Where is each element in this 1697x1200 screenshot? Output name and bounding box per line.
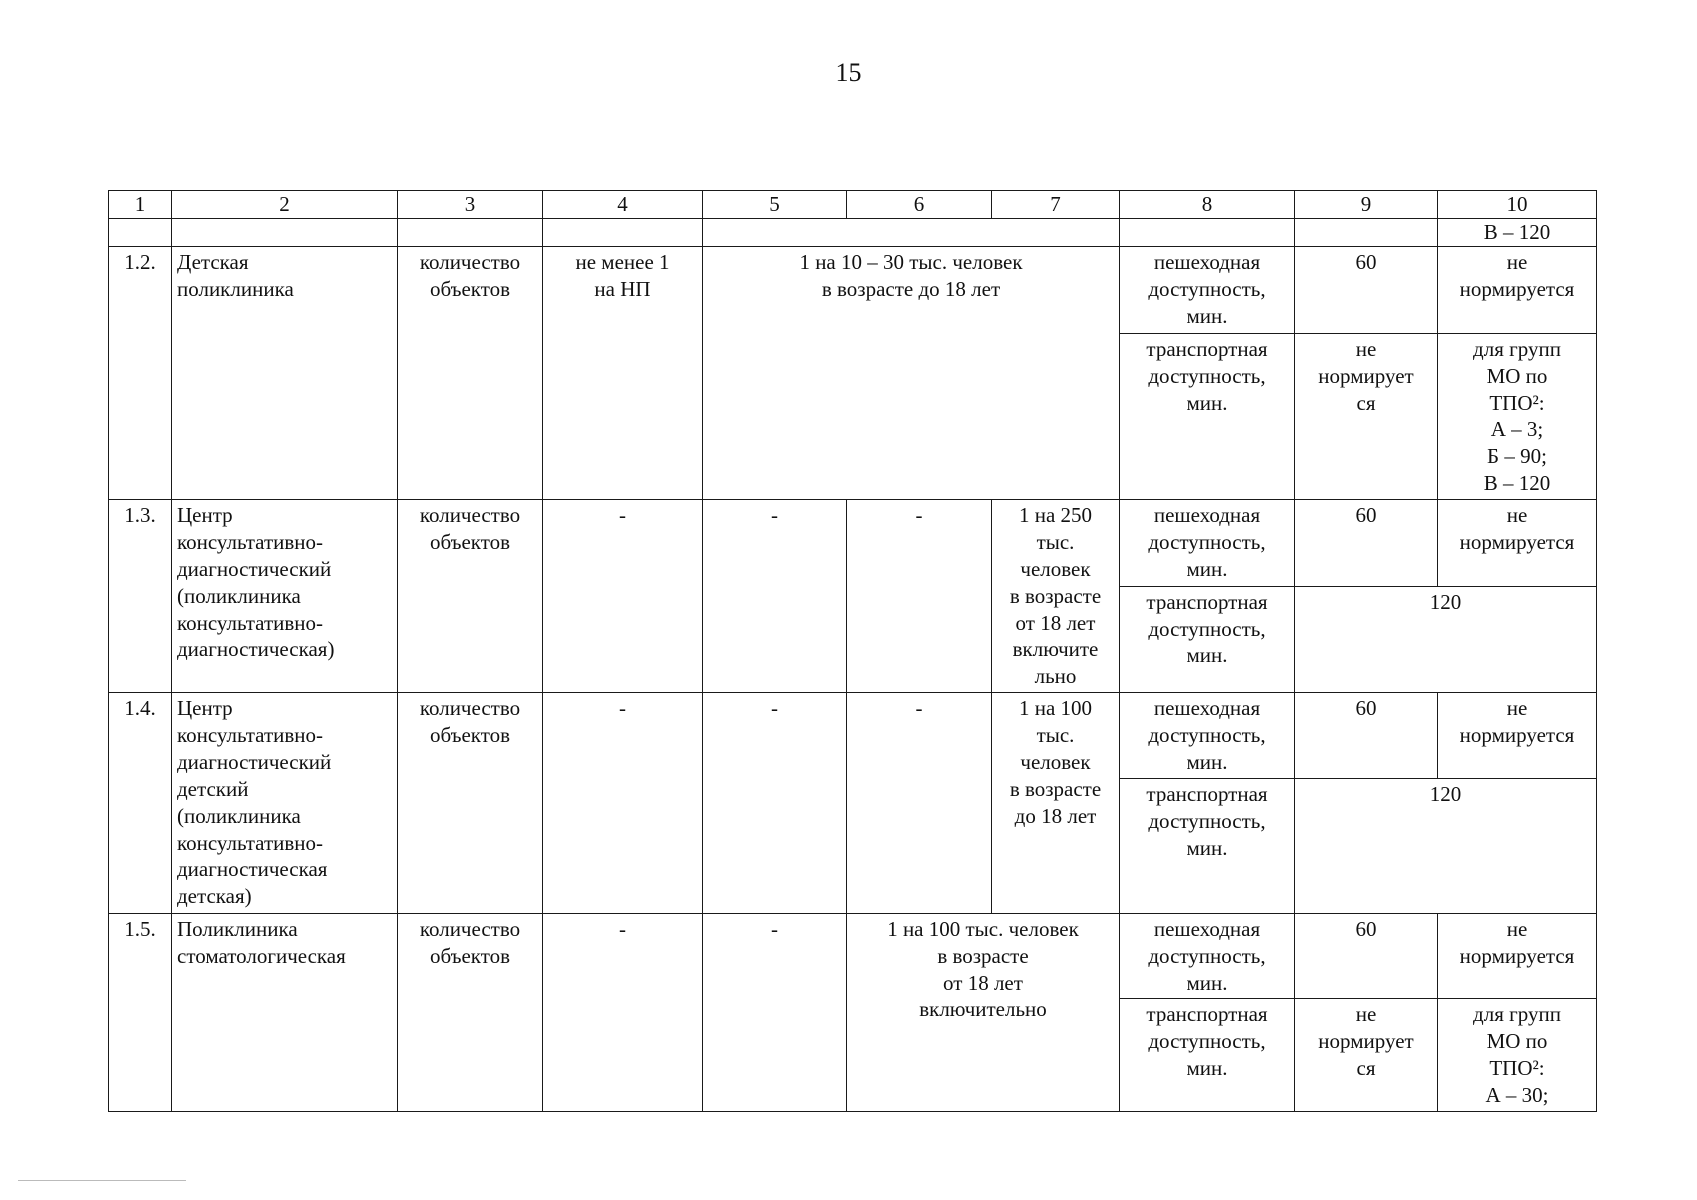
col5-cell: - <box>703 500 847 693</box>
walk-access-label: пешеходная доступность, мин. <box>1120 693 1295 779</box>
transport-access-label: транспортная доступность, мин. <box>1120 778 1295 913</box>
walk-access-value: 60 <box>1295 246 1438 333</box>
walk-access-value: 60 <box>1295 500 1438 587</box>
walk-access-value: 60 <box>1295 693 1438 779</box>
facility-name: Поликлиника стоматологическая <box>172 913 398 1111</box>
merged-norm-cell: 1 на 10 – 30 тыс. человек в возрасте до 18 лет <box>703 246 1120 499</box>
column-number: 2 <box>172 191 398 219</box>
column-number: 7 <box>992 191 1120 219</box>
carry-over-value: В – 120 <box>1438 218 1597 246</box>
table-row <box>109 693 1597 779</box>
unit-cell: количество объектов <box>398 913 543 1111</box>
facility-name: Детская поликлиника <box>172 246 398 499</box>
table-row <box>109 500 1597 587</box>
unit-cell: количество объектов <box>398 693 543 914</box>
row-number: 1.5. <box>109 913 172 1111</box>
transport-access-note: для групп МО по ТПО²: А – 30; <box>1438 999 1597 1112</box>
row-number: 1.2. <box>109 246 172 499</box>
table-row <box>109 913 1597 999</box>
walk-access-note: не нормируется <box>1438 500 1597 587</box>
walk-access-note: не нормируется <box>1438 913 1597 999</box>
facility-name: Центр консультативно- диагностический (поликлиника консультативно- диагностическая) <box>172 500 398 693</box>
col4-cell: - <box>543 500 703 693</box>
column-number-row <box>109 191 1597 219</box>
unit-cell: количество объектов <box>398 246 543 499</box>
walk-access-label: пешеходная доступность, мин. <box>1120 500 1295 587</box>
walk-access-label: пешеходная доступность, мин. <box>1120 913 1295 999</box>
transport-access-label: транспортная доступность, мин. <box>1120 999 1295 1112</box>
transport-access-value: 120 <box>1295 586 1597 692</box>
col5-cell: - <box>703 913 847 1111</box>
row-number: 1.4. <box>109 693 172 914</box>
carry-over-row <box>109 218 1597 246</box>
transport-access-label: транспортная доступность, мин. <box>1120 333 1295 499</box>
column-number: 3 <box>398 191 543 219</box>
col5-cell: - <box>703 693 847 914</box>
walk-access-note: не нормируется <box>1438 693 1597 779</box>
column-number: 5 <box>703 191 847 219</box>
col7-cell: 1 на 100 тыс. человек в возрасте до 18 лет <box>992 693 1120 914</box>
norms-table <box>108 190 1597 1112</box>
column-number: 9 <box>1295 191 1438 219</box>
col4-cell: - <box>543 693 703 914</box>
col6-cell: - <box>847 500 992 693</box>
transport-access-value: не нормирует ся <box>1295 333 1438 499</box>
column-number: 8 <box>1120 191 1295 219</box>
transport-access-note: для групп МО по ТПО²: А – 3; Б – 90; В – 120 <box>1438 333 1597 499</box>
walk-access-label: пешеходная доступность, мин. <box>1120 246 1295 333</box>
facility-name: Центр консультативно- диагностический детский (поликлиника консультативно- диагностическая детская) <box>172 693 398 914</box>
column-number: 6 <box>847 191 992 219</box>
merged-norm-cell: 1 на 100 тыс. человек в возрасте от 18 лет включительно <box>847 913 1120 1111</box>
col7-cell: 1 на 250 тыс. человек в возрасте от 18 лет включите льно <box>992 500 1120 693</box>
col4-cell: - <box>543 913 703 1111</box>
col6-cell: - <box>847 693 992 914</box>
walk-access-value: 60 <box>1295 913 1438 999</box>
column-number: 10 <box>1438 191 1597 219</box>
transport-access-label: транспортная доступность, мин. <box>1120 586 1295 692</box>
footnote-separator <box>18 1180 186 1181</box>
page-number: 15 <box>835 58 862 87</box>
table-row <box>109 246 1597 333</box>
column-number: 4 <box>543 191 703 219</box>
unit-cell: количество объектов <box>398 500 543 693</box>
column-number: 1 <box>109 191 172 219</box>
col4-cell: не менее 1 на НП <box>543 246 703 499</box>
walk-access-note: не нормируется <box>1438 246 1597 333</box>
transport-access-value: не нормирует ся <box>1295 999 1438 1112</box>
row-number: 1.3. <box>109 500 172 693</box>
transport-access-value: 120 <box>1295 778 1597 913</box>
